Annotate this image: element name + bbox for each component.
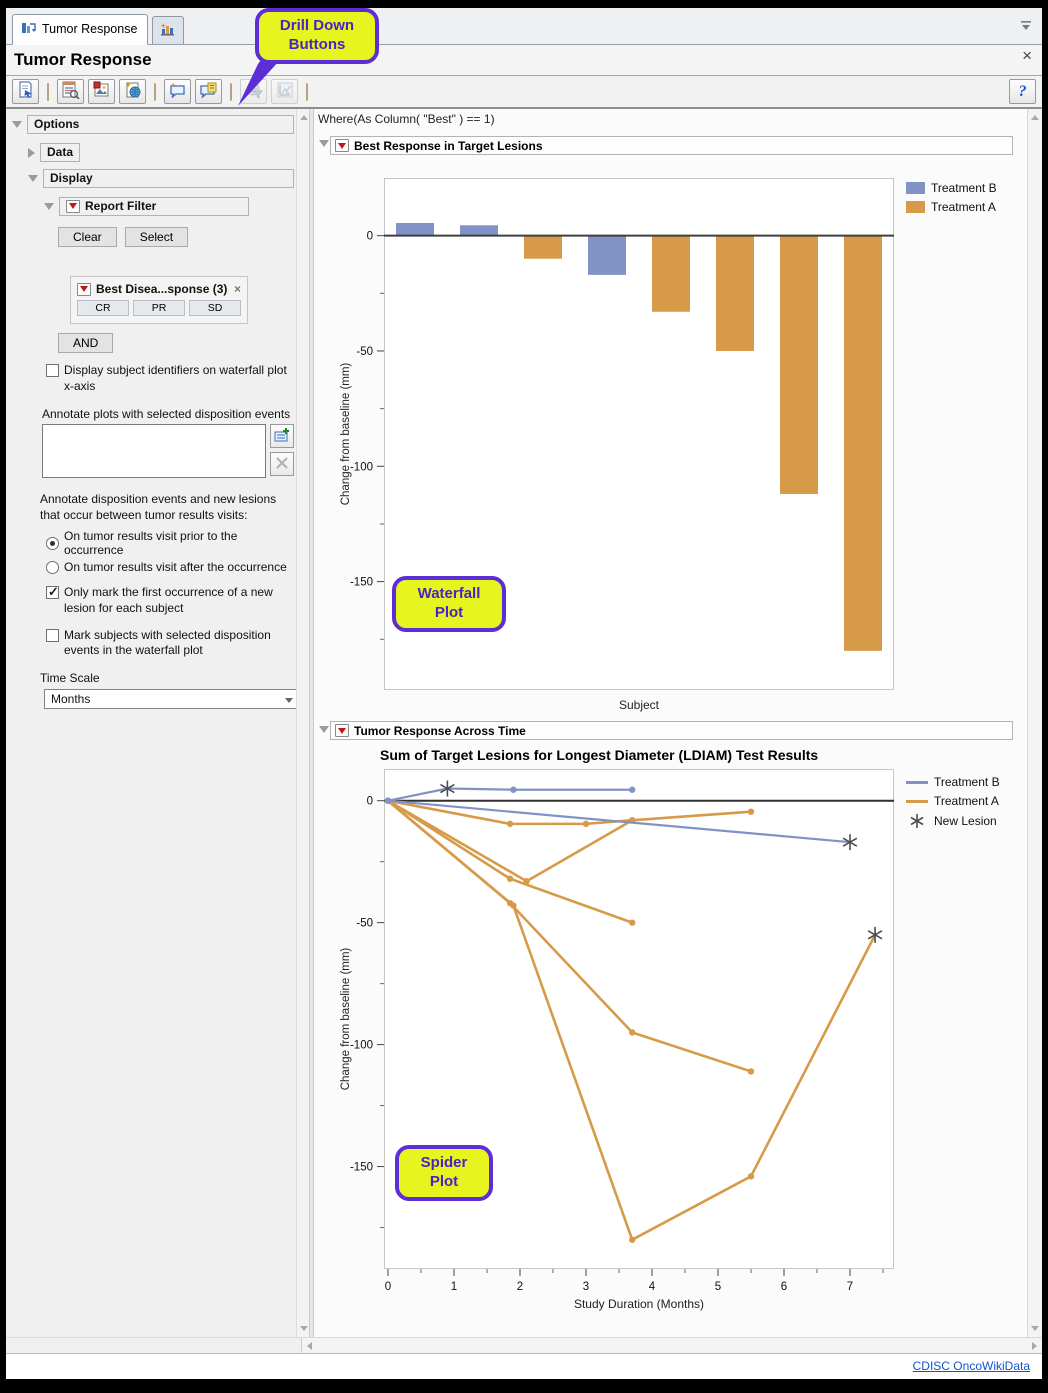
- svg-text:-150: -150: [349, 576, 373, 589]
- svg-text:2: 2: [516, 1281, 524, 1293]
- legend-swatch: [906, 182, 925, 194]
- chevron-down-icon: [285, 698, 293, 703]
- time-scale-dropdown[interactable]: [44, 689, 296, 709]
- spider-legend: [906, 775, 1000, 829]
- bar-subject-7[interactable]: [780, 236, 818, 494]
- display-ids-checkbox[interactable]: [46, 364, 59, 377]
- toolbar-separator: [154, 83, 156, 101]
- spider-plot[interactable]: [324, 768, 894, 1296]
- tab-graph-builder[interactable]: [152, 16, 184, 44]
- report-filter-header[interactable]: Report Filter: [59, 197, 249, 216]
- data-point[interactable]: [510, 787, 516, 793]
- waterfall-y-axis-label: Change from baseline (mm): [340, 362, 352, 506]
- new-annotation-icon: [168, 81, 187, 102]
- only-mark-first-checkbox[interactable]: [46, 586, 59, 599]
- web-report-button[interactable]: [119, 79, 146, 104]
- bar-chart-icon: [160, 22, 176, 40]
- svg-text:-100: -100: [349, 1039, 373, 1052]
- svg-text:-100: -100: [349, 461, 373, 474]
- bar-subject-4[interactable]: [588, 236, 626, 275]
- waterfall-x-axis-label: Subject: [618, 698, 660, 712]
- data-header[interactable]: Data: [40, 143, 80, 162]
- svg-text:3: 3: [582, 1281, 590, 1293]
- bar-subject-1[interactable]: [396, 223, 434, 236]
- data-point[interactable]: [510, 902, 516, 908]
- and-button[interactable]: AND: [58, 333, 113, 353]
- annotation-list-button[interactable]: [195, 79, 222, 104]
- legend-item[interactable]: [906, 181, 997, 195]
- bar-subject-8[interactable]: [844, 236, 882, 651]
- waterfall-legend: [906, 181, 997, 214]
- red-triangle-menu-icon[interactable]: [77, 283, 91, 296]
- svg-text:1: 1: [450, 1281, 458, 1293]
- report-area: [314, 109, 1027, 1337]
- filter-value-pr[interactable]: PR: [133, 300, 185, 316]
- scroll-up-icon[interactable]: [300, 115, 308, 120]
- data-point[interactable]: [629, 1029, 635, 1035]
- legend-item[interactable]: [906, 794, 1000, 808]
- svg-text:4: 4: [648, 1281, 656, 1293]
- toolbar-separator: [230, 83, 232, 101]
- data-point[interactable]: [748, 1068, 754, 1074]
- toolbar-separator: [47, 83, 49, 101]
- time-scale-label: Time Scale: [40, 670, 100, 685]
- collapse-icon[interactable]: [44, 203, 54, 210]
- legend-item[interactable]: [906, 813, 1000, 829]
- spider-x-axis-label: Study Duration (Months): [573, 1297, 705, 1311]
- expand-icon[interactable]: [28, 148, 35, 158]
- annotation-list-icon: [199, 81, 218, 102]
- toolbar: [6, 75, 1042, 109]
- close-icon[interactable]: ×: [1022, 46, 1032, 65]
- display-header[interactable]: Display: [43, 169, 294, 188]
- svg-text:5: 5: [714, 1281, 722, 1293]
- sidebar-scrollbar[interactable]: [296, 109, 309, 1337]
- legend-label: Treatment B: [931, 181, 997, 195]
- drill-down-callout: Drill Down Buttons: [255, 8, 379, 64]
- scroll-right-icon[interactable]: [1032, 1342, 1037, 1350]
- clear-button[interactable]: Clear: [58, 227, 117, 247]
- mark-subjects-checkbox[interactable]: [46, 629, 59, 642]
- toolbar-overflow-icon[interactable]: [1020, 18, 1032, 36]
- legend-label: Treatment B: [934, 775, 1000, 789]
- spider-section-header[interactable]: [330, 721, 1013, 740]
- scroll-left-icon[interactable]: [307, 1342, 312, 1350]
- clear-events-icon: [275, 456, 289, 473]
- data-point[interactable]: [629, 787, 635, 793]
- new-lesion-legend-icon: [906, 813, 928, 829]
- select-button[interactable]: Select: [125, 227, 188, 247]
- collapse-icon[interactable]: [12, 121, 22, 128]
- drill-down-callout-tail: [234, 56, 280, 108]
- where-clause: Where(As Column( "Best" ) == 1): [318, 112, 495, 126]
- horizontal-scrollbar[interactable]: [302, 1338, 1042, 1353]
- reopen-launch-button[interactable]: [12, 79, 39, 104]
- status-link[interactable]: CDISC OncoWikiData: [912, 1359, 1030, 1373]
- svg-text:0: 0: [384, 1281, 392, 1293]
- collapse-icon[interactable]: [28, 175, 38, 182]
- svg-text:0: 0: [366, 795, 373, 808]
- add-event-button[interactable]: [270, 424, 294, 448]
- legend-swatch: [906, 201, 925, 213]
- data-point[interactable]: [507, 876, 513, 882]
- page-title: Tumor Response: [14, 50, 152, 69]
- filter-value-cr[interactable]: CR: [77, 300, 129, 316]
- save-picture-icon: [93, 81, 111, 102]
- filter-card: [70, 276, 248, 324]
- collapse-icon[interactable]: [319, 140, 329, 147]
- red-triangle-menu-icon[interactable]: [335, 139, 349, 152]
- bar-subject-3[interactable]: [524, 236, 562, 259]
- after-occurrence-radio[interactable]: [46, 561, 59, 574]
- data-point[interactable]: [748, 808, 754, 814]
- journal-report-icon: [61, 81, 80, 102]
- svg-text:-50: -50: [356, 917, 373, 930]
- data-point[interactable]: [629, 1237, 635, 1243]
- disposition-events-input[interactable]: [42, 424, 266, 478]
- data-point[interactable]: [523, 878, 529, 884]
- red-triangle-menu-icon[interactable]: [66, 200, 80, 213]
- display-ids-label: Display subject identifiers on waterfall plot x-axis: [64, 363, 287, 393]
- tab-label: Tumor Response: [42, 22, 138, 36]
- toolbar-separator: [306, 83, 308, 101]
- save-picture-button[interactable]: [88, 79, 115, 104]
- legend-item[interactable]: [906, 775, 1000, 789]
- remove-filter-icon[interactable]: ×: [233, 282, 241, 296]
- section-title: Best Response in Target Lesions: [354, 138, 543, 153]
- mark-subjects-label: Mark subjects with selected disposition events in the waterfall plot: [64, 627, 271, 658]
- svg-text:7: 7: [846, 1281, 854, 1293]
- tab-bar: [6, 8, 1042, 45]
- legend-swatch: [906, 800, 928, 803]
- data-point[interactable]: [385, 798, 391, 804]
- bottom-scroll-row: [6, 1337, 1042, 1353]
- annotate-paragraph: Annotate disposition events and new lesions that occur between tumor results visits:: [40, 492, 277, 522]
- data-point[interactable]: [748, 1173, 754, 1179]
- svg-text:6: 6: [780, 1281, 788, 1293]
- annotate-label: Annotate plots with selected disposition events: [42, 407, 291, 422]
- vertical-scrollbar[interactable]: [1027, 109, 1042, 1337]
- new-annotation-button[interactable]: [164, 79, 191, 104]
- filter-value-sd[interactable]: SD: [189, 300, 241, 316]
- tab-tumor-response[interactable]: [12, 14, 148, 45]
- add-event-icon: [274, 427, 290, 446]
- section-title: Tumor Response Across Time: [354, 723, 526, 738]
- status-bar: [6, 1353, 1042, 1379]
- spider-y-axis-label: Change from baseline (mm): [340, 947, 352, 1091]
- bar-subject-2[interactable]: [460, 225, 498, 235]
- bar-subject-5[interactable]: [652, 236, 690, 312]
- filter-values: [77, 300, 241, 316]
- scroll-down-icon[interactable]: [1031, 1326, 1039, 1331]
- scroll-up-icon[interactable]: [1031, 115, 1039, 120]
- bar-subject-6[interactable]: [716, 236, 754, 351]
- svg-text:-50: -50: [356, 345, 373, 358]
- svg-text:-150: -150: [349, 1161, 373, 1174]
- legend-label: Treatment A: [934, 794, 999, 808]
- spider-callout: Spider Plot: [395, 1145, 493, 1201]
- clear-events-button[interactable]: [270, 452, 294, 476]
- filter-title: Best Disea...sponse (3): [96, 282, 228, 296]
- journal-report-button[interactable]: [57, 79, 84, 104]
- time-scale-value: Months: [51, 691, 91, 706]
- legend-swatch: [906, 781, 928, 784]
- waterfall-callout: Waterfall Plot: [392, 576, 506, 632]
- after-occurrence-label: On tumor results visit after the occurrence: [64, 560, 287, 575]
- reopen-launch-icon: [17, 81, 35, 102]
- options-panel: [6, 109, 296, 1337]
- scroll-down-icon[interactable]: [300, 1326, 308, 1331]
- web-report-icon: [124, 81, 142, 102]
- data-point[interactable]: [507, 821, 513, 827]
- app-window: [6, 8, 1042, 1379]
- data-point[interactable]: [629, 919, 635, 925]
- legend-item[interactable]: [906, 200, 997, 214]
- waterfall-section-header[interactable]: [330, 136, 1013, 155]
- report-title-row: [6, 45, 1042, 75]
- sidebar-bottom-gap: [6, 1338, 302, 1353]
- svg-text:0: 0: [366, 230, 373, 243]
- process-flow-icon: [21, 21, 36, 38]
- collapse-icon[interactable]: [319, 726, 329, 733]
- data-point[interactable]: [583, 821, 589, 827]
- prior-occurrence-radio[interactable]: [46, 537, 59, 550]
- legend-label: Treatment A: [931, 200, 996, 214]
- spider-chart-title: Sum of Target Lesions for Longest Diameter (LDIAM) Test Results: [380, 747, 819, 763]
- prior-occurrence-label: On tumor results visit prior to the occurrence: [64, 529, 238, 558]
- legend-label: New Lesion: [934, 814, 997, 828]
- only-mark-first-label: Only mark the first occurrence of a new lesion for each subject: [64, 585, 273, 615]
- content-area: [6, 109, 1042, 1337]
- help-icon: ?: [1018, 82, 1027, 100]
- options-header[interactable]: Options: [27, 115, 294, 134]
- red-triangle-menu-icon[interactable]: [335, 724, 349, 737]
- help-button[interactable]: [1009, 79, 1036, 104]
